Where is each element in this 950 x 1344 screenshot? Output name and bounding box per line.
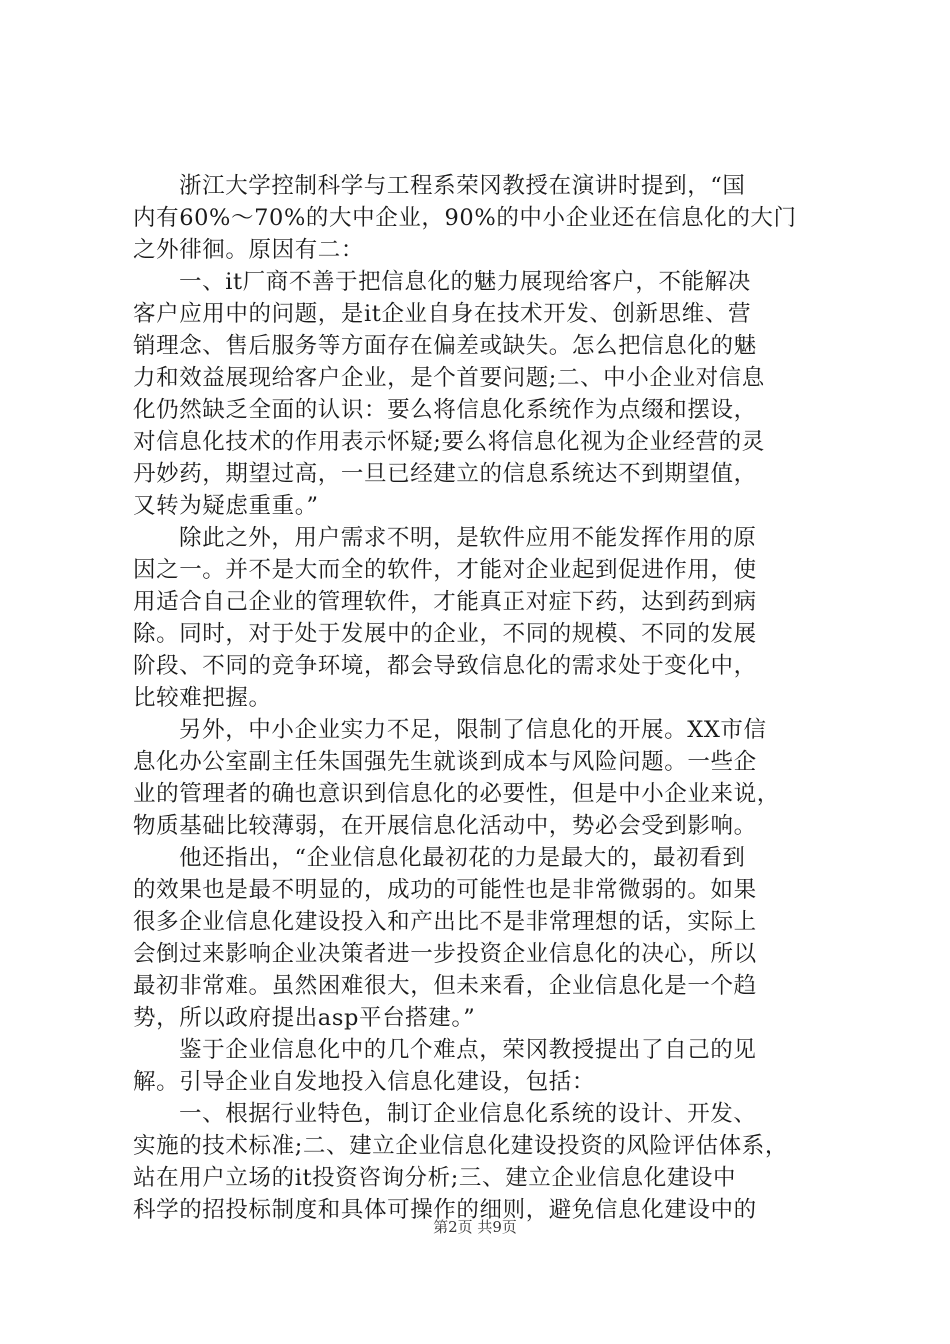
text-line: 一、根据行业特色，制订企业信息化系统的设计、开发、	[179, 1101, 757, 1127]
text-line: 浙江大学控制科学与工程系荣冈教授在演讲时提到，“国	[179, 173, 746, 199]
text-line: 业的管理者的确也意识到信息化的必要性，但是中小企业来说，	[133, 781, 780, 807]
text-line: 解。引导企业自发地投入信息化建设，包括：	[133, 1069, 596, 1095]
text-line: 力和效益展现给客户企业，是个首要问题;二、中小企业对信息	[133, 365, 765, 391]
page-number-label: 第2页 共9页	[433, 1218, 517, 1236]
text-line: 除此之外，用户需求不明，是软件应用不能发挥作用的原	[179, 525, 757, 551]
text-line: 他还指出，“企业信息化最初花的力是最大的，最初看到	[179, 845, 746, 871]
text-line: 内有60%～70%的大中企业，90%的中小企业还在信息化的大门	[133, 205, 797, 231]
text-line: 会倒过来影响企业决策者进一步投资企业信息化的决心，所以	[133, 941, 757, 967]
text-line: 很多企业信息化建设投入和产出比不是非常理想的话，实际上	[133, 909, 757, 935]
text-line: 实施的技术标准;二、建立企业信息化建设投资的风险评估体系，	[133, 1133, 788, 1159]
document-body	[133, 170, 833, 1226]
text-line: 物质基础比较薄弱，在开展信息化活动中，势必会受到影响。	[133, 813, 757, 839]
text-line: 阶段、不同的竞争环境，都会导致信息化的需求处于变化中，	[133, 653, 757, 679]
text-line: 对信息化技术的作用表示怀疑;要么将信息化视为企业经营的灵	[133, 429, 765, 455]
text-line: 比较难把握。	[133, 685, 272, 711]
text-line: 站在用户立场的it投资咨询分析;三、建立企业信息化建设中	[133, 1165, 737, 1191]
text-line: 用适合自己企业的管理软件，才能真正对症下药，达到药到病	[133, 589, 757, 615]
text-line: 势，所以政府提出asp平台搭建。”	[133, 1005, 476, 1031]
text-line: 另外，中小企业实力不足，限制了信息化的开展。XX市信	[179, 717, 767, 743]
text-line: 销理念、售后服务等方面存在偏差或缺失。怎么把信息化的魅	[133, 333, 757, 359]
text-line: 一、it厂商不善于把信息化的魅力展现给客户，不能解决	[179, 269, 751, 295]
text-line: 客户应用中的问题，是it企业自身在技术开发、创新思维、营	[133, 301, 752, 327]
text-line: 之外徘徊。原因有二：	[133, 237, 365, 263]
text-line: 最初非常难。虽然困难很大，但未来看，企业信息化是一个趋	[133, 973, 757, 999]
text-line: 丹妙药，期望过高，一旦已经建立的信息系统达不到期望值，	[133, 461, 757, 487]
text-line: 除。同时，对于处于发展中的企业，不同的规模、不同的发展	[133, 621, 757, 647]
text-line: 又转为疑虑重重。”	[133, 493, 319, 519]
text-line: 的效果也是最不明显的，成功的可能性也是非常微弱的。如果	[133, 877, 757, 903]
page-footer	[0, 1216, 950, 1237]
text-line: 鉴于企业信息化中的几个难点，荣冈教授提出了自己的见	[179, 1037, 757, 1063]
text-line: 因之一。并不是大而全的软件，才能对企业起到促进作用，使	[133, 557, 757, 583]
text-line: 化仍然缺乏全面的认识：要么将信息化系统作为点缀和摆设，	[133, 397, 757, 423]
text-line: 科学的招投标制度和具体可操作的细则，避免信息化建设中的	[133, 1197, 757, 1223]
text-line: 息化办公室副主任朱国强先生就谈到成本与风险问题。一些企	[133, 749, 757, 775]
